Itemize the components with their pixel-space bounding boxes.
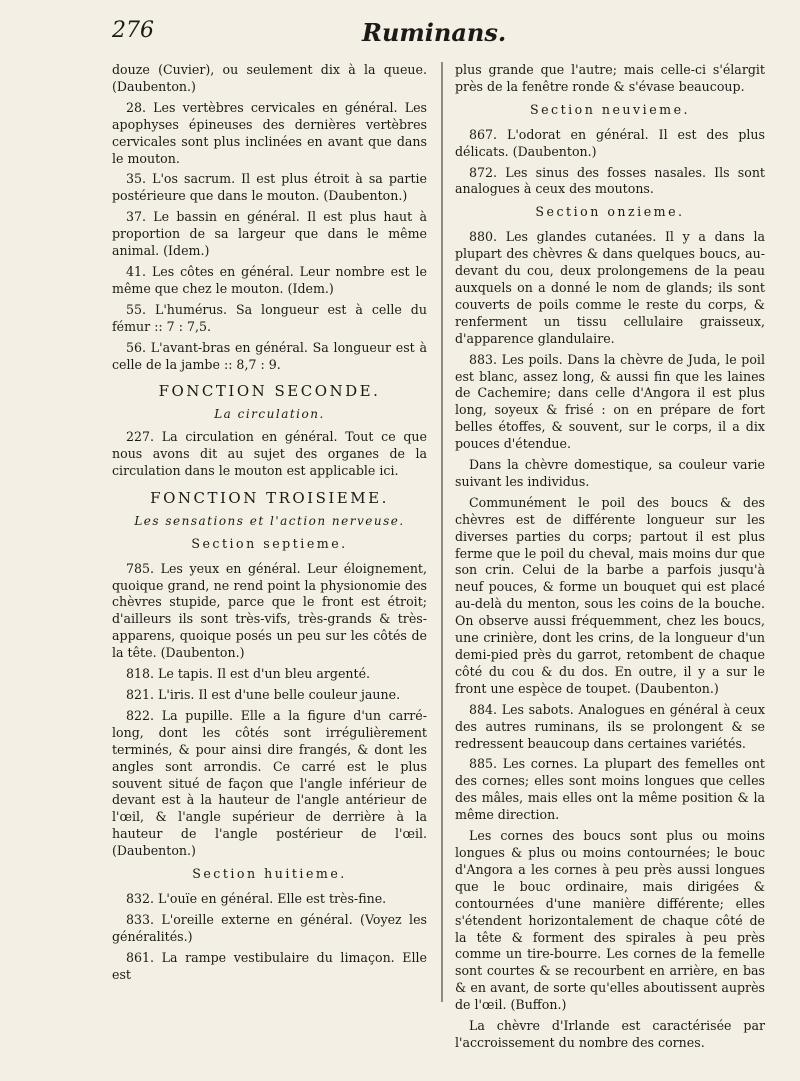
paragraph: 867. L'odorat en général. Il est des plus délicats. (Daubenton.) <box>455 126 765 159</box>
paragraph: Communément le poil des boucs & des chèvres est de différente longueur sur les diverses parties du corps; partout il est plus ferme que le poil du cheval, mais moins dur que son crin. Celui de la barbe a parfois jusqu'à neuf pouces, & forme un bouquet qui est placé au-delà du menton, sous les coins de la bouche. On observe aussi fréquemment, chez les boucs, une crinière, dont les crins, de la longueur d'un demi-pied près du garrot, retombent de chaque côté du cou & du dos. En outre, il y a sur le front une espèce de toupet. (Daubenton.) <box>455 494 765 696</box>
paragraph: 55. L'humérus. Sa longueur est à celle du fémur :: 7 : 7,5. <box>112 301 427 334</box>
paragraph: 822. La pupille. Elle a la figure d'un carré-long, dont les côtés sont irrégulièrement terminés, & pour ainsi dire frangés, & dont les angles sont arrondis. Ce carré est le plus souvent situé de façon que l'angle inférieur de devant est à la hauteur de l'angle antérieur de l'œil, & l'angle supérieur de derrière à la hauteur de l'angle postérieur de l'œil. (Daubenton.) <box>112 707 427 859</box>
paragraph: 832. L'ouïe en général. Elle est très-fine. <box>126 890 387 906</box>
paragraph: 884. Les sabots. Analogues en général à ceux des autres ruminans, ils se prolongent & se redressent beaucoup dans certaines variétés. <box>455 701 765 751</box>
page-header <box>112 16 764 52</box>
page-number: 276 <box>112 18 154 43</box>
paragraph: 56. L'avant-bras en général. Sa longueur est à celle de la jambe :: 8,7 : 9. <box>112 339 427 372</box>
paragraph: 28. Les vertèbres cervicales en général. Les apophyses épineuses des dernières vertèbres cervicales sont plus inclinées en avant que dans le mouton. <box>112 99 427 166</box>
paragraph: 861. La rampe vestibulaire du limaçon. Elle est <box>112 949 427 982</box>
subheading: Les sensations et l'action nerveuse. <box>134 513 405 528</box>
paragraph: 872. Les sinus des fosses nasales. Ils sont analogues à ceux des moutons. <box>455 164 765 197</box>
paragraph: 785. Les yeux en général. Leur éloignement, quoique grand, ne rend point la physionomie des chèvres stupide, parce que le front est étroit; d'ailleurs ils sont très-vifs, très-grands & très-apparens, quoique posés un peu sur les côtés de la tête. (Daubenton.) <box>112 560 427 661</box>
paragraph: Les cornes des boucs sont plus ou moins longues & plus ou moins contournées; le bouc d'Angora a les cornes à peu près aussi longues que le bouc ordinaire, mais dirigées & contournées d'une manière différente; elles s'étendent horizontalement de chaque côté de la tête & forment des spirales à peu près comme un tire-bourre. Les cornes de la femelle sont courtes & se recourbent en arrière, en bas & en avant, de sorte qu'elles aboutissent auprès de l'œil. (Buffon.) <box>455 828 765 1013</box>
paragraph: 227. La circulation en général. Tout ce que nous avons dit au sujet des organes de la circulation dans le mouton est applicable ici. <box>112 429 427 479</box>
paragraph: La chèvre d'Irlande est caractérisée par l'accroissement du nombre des cornes. <box>455 1018 765 1050</box>
fonction-heading: FONCTION SECONDE. <box>158 382 381 401</box>
running-title: Ruminans. <box>362 18 507 47</box>
paragraph: 880. Les glandes cutanées. Il y a dans la plupart des chèvres & dans quelques boucs, au-devant du cou, deux prolongemens de la peau auxquels on a donné le nom de glands; ils sont couverts de poils comme le reste du corps, & renferment un tissu cellulaire graisseux, d'apparence glandulaire. <box>455 229 765 346</box>
paragraph: 885. Les cornes. La plupart des femelles ont des cornes; elles sont moins longues que celles des mâles, mais elles ont la même position & la même direction. <box>455 756 765 823</box>
paragraph: plus grande que l'autre; mais celle-ci s'élargit près de la fenêtre ronde & s'évase beaucoup. <box>455 62 765 94</box>
section-heading: Section septieme. <box>191 535 348 551</box>
column-divider <box>441 62 443 1002</box>
paragraph: Dans la chèvre domestique, sa couleur varie suivant les individus. <box>455 457 765 489</box>
paragraph: 35. L'os sacrum. Il est plus étroit à sa partie postérieure que dans le mouton. (Daubenton.) <box>112 171 427 204</box>
subheading: La circulation. <box>214 407 325 422</box>
paragraph: 41. Les côtes en général. Leur nombre est le même que chez le mouton. (Idem.) <box>112 263 427 296</box>
section-heading: Section neuvieme. <box>529 101 691 117</box>
paragraph: 821. L'iris. Il est d'une belle couleur jaune. <box>126 687 401 702</box>
paragraph: 818. Le tapis. Il est d'un bleu argenté. <box>126 666 371 682</box>
fonction-heading: FONCTION TROISIEME. <box>150 488 389 507</box>
section-heading: Section huitieme. <box>192 866 347 882</box>
paragraph: 833. L'oreille externe en général. (Voyez les généralités.) <box>112 911 427 944</box>
paragraph: 37. Le bassin en général. Il est plus haut à proportion de sa largeur que dans le même animal. (Idem.) <box>112 209 427 259</box>
paragraph: douze (Cuvier), ou seulement dix à la queue. (Daubenton.) <box>112 62 427 94</box>
right-column <box>455 62 765 1056</box>
left-column <box>112 62 427 988</box>
section-heading: Section onzieme. <box>535 204 685 220</box>
paragraph: 883. Les poils. Dans la chèvre de Juda, le poil est blanc, assez long, & aussi fin que les laines de Cachemire; dans celle d'Angora il est plus long, soyeux & frisé : on en prépare de fort belles étoffes, & souvent, sur le corps, il a dix pouces d'étendue. <box>455 351 765 452</box>
